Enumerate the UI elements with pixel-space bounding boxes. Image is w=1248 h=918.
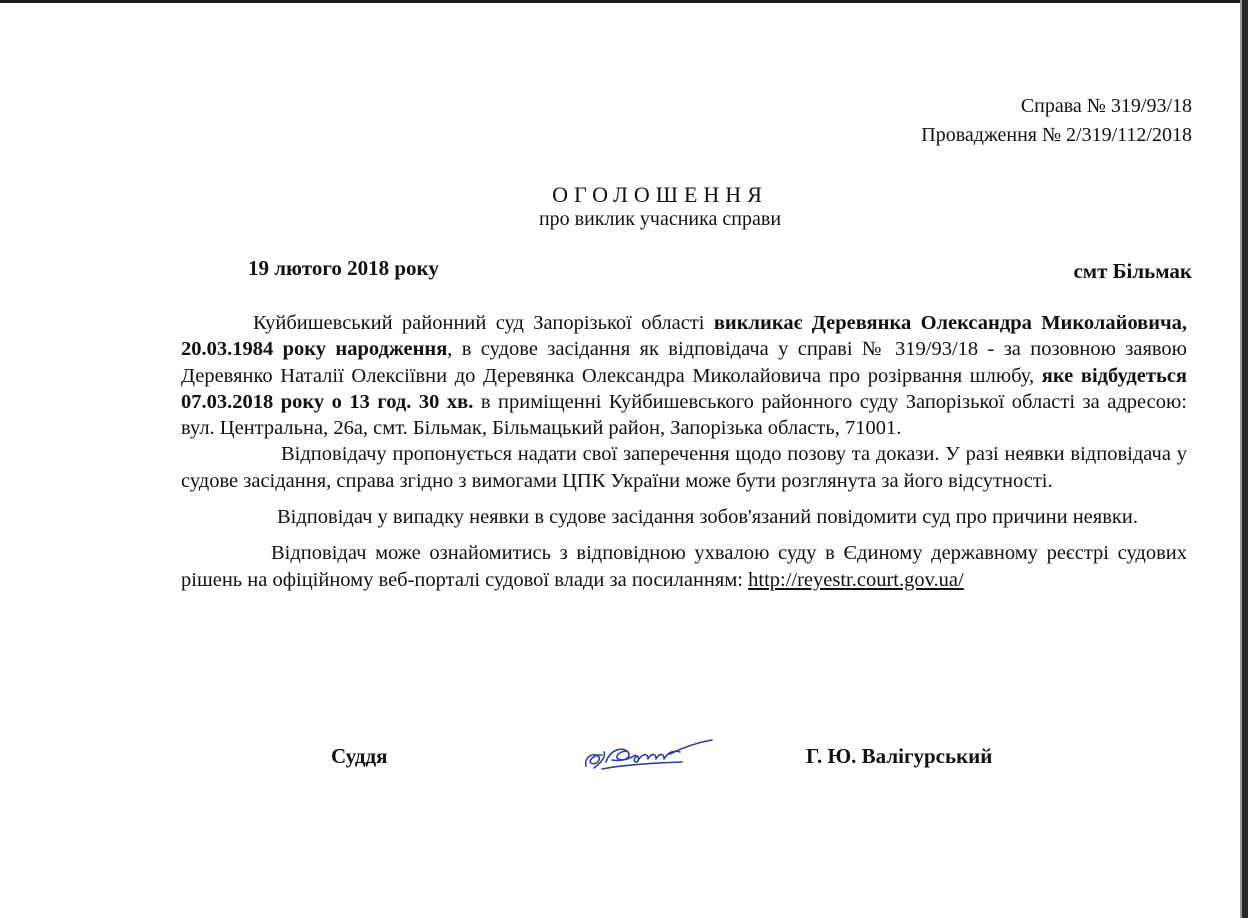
document-date: 19 лютого 2018 року (248, 256, 439, 280)
summons-address: в приміщенні Куйбишевського районного суду Запорізької області за адресою: вул. Центральна, 26а, смт. Більмак, Більмацький район, Запорізька область, 71001. (181, 390, 1187, 440)
document-place: смт Більмак (1073, 259, 1192, 283)
judge-name: Г. Ю. Валігурський (806, 744, 993, 768)
document-subtitle: про виклик учасника справи (538, 208, 782, 230)
judge-title: Суддя (331, 744, 388, 768)
registry-text: Відповідач може ознайомитись з відповідною ухвалою суду в Єдиному державному реєстрі судових рішень на офіційному веб-порталі судової влади за посиланням: (181, 542, 1187, 591)
scan-edge-top (0, 0, 1248, 3)
summons-defendant: викликає Деревянка Олександра Миколайовича, 20.03.1984 року народження (181, 312, 1187, 361)
paragraph-objections: Відповідачу пропонується надати свої заперечення щодо позову та докази. У разі неявки відповідача у судове засідання, справа згідно з вимогами ЦПК України може бути розглянута за його відсутності. (181, 443, 1187, 492)
paragraph-summons (181, 310, 1187, 441)
summons-case: , в судове засідання як відповідача у справі № 319/93/18 - за позовною заявою Деревянко Наталії Олексіївни до Деревянка Олександра Миколайовича про розірвання шлюбу, (181, 338, 1187, 387)
proceeding-number: Провадження № 2/319/112/2018 (921, 124, 1192, 146)
registry-link[interactable]: http://reyestr.court.gov.ua/ (748, 568, 964, 591)
paragraph-registry (181, 540, 1187, 593)
paragraph-absence-notice: Відповідач у випадку неявки в судове засідання зобов'язаний повідомити суд про причини неявки. (277, 506, 1138, 529)
handwritten-signature-icon (582, 732, 717, 776)
signature-row (0, 742, 1248, 782)
document-body (181, 310, 1187, 593)
summons-court: Куйбишевський районний суд Запорізької області (253, 312, 714, 334)
document-title: ОГОЛОШЕННЯ (552, 182, 768, 207)
case-info (921, 92, 1192, 150)
case-number: Справа № 319/93/18 (1020, 95, 1192, 117)
title-block (410, 182, 910, 230)
summons-hearing-time: яке відбудеться 07.03.2018 року о 13 год. 30 хв. (181, 364, 1188, 413)
